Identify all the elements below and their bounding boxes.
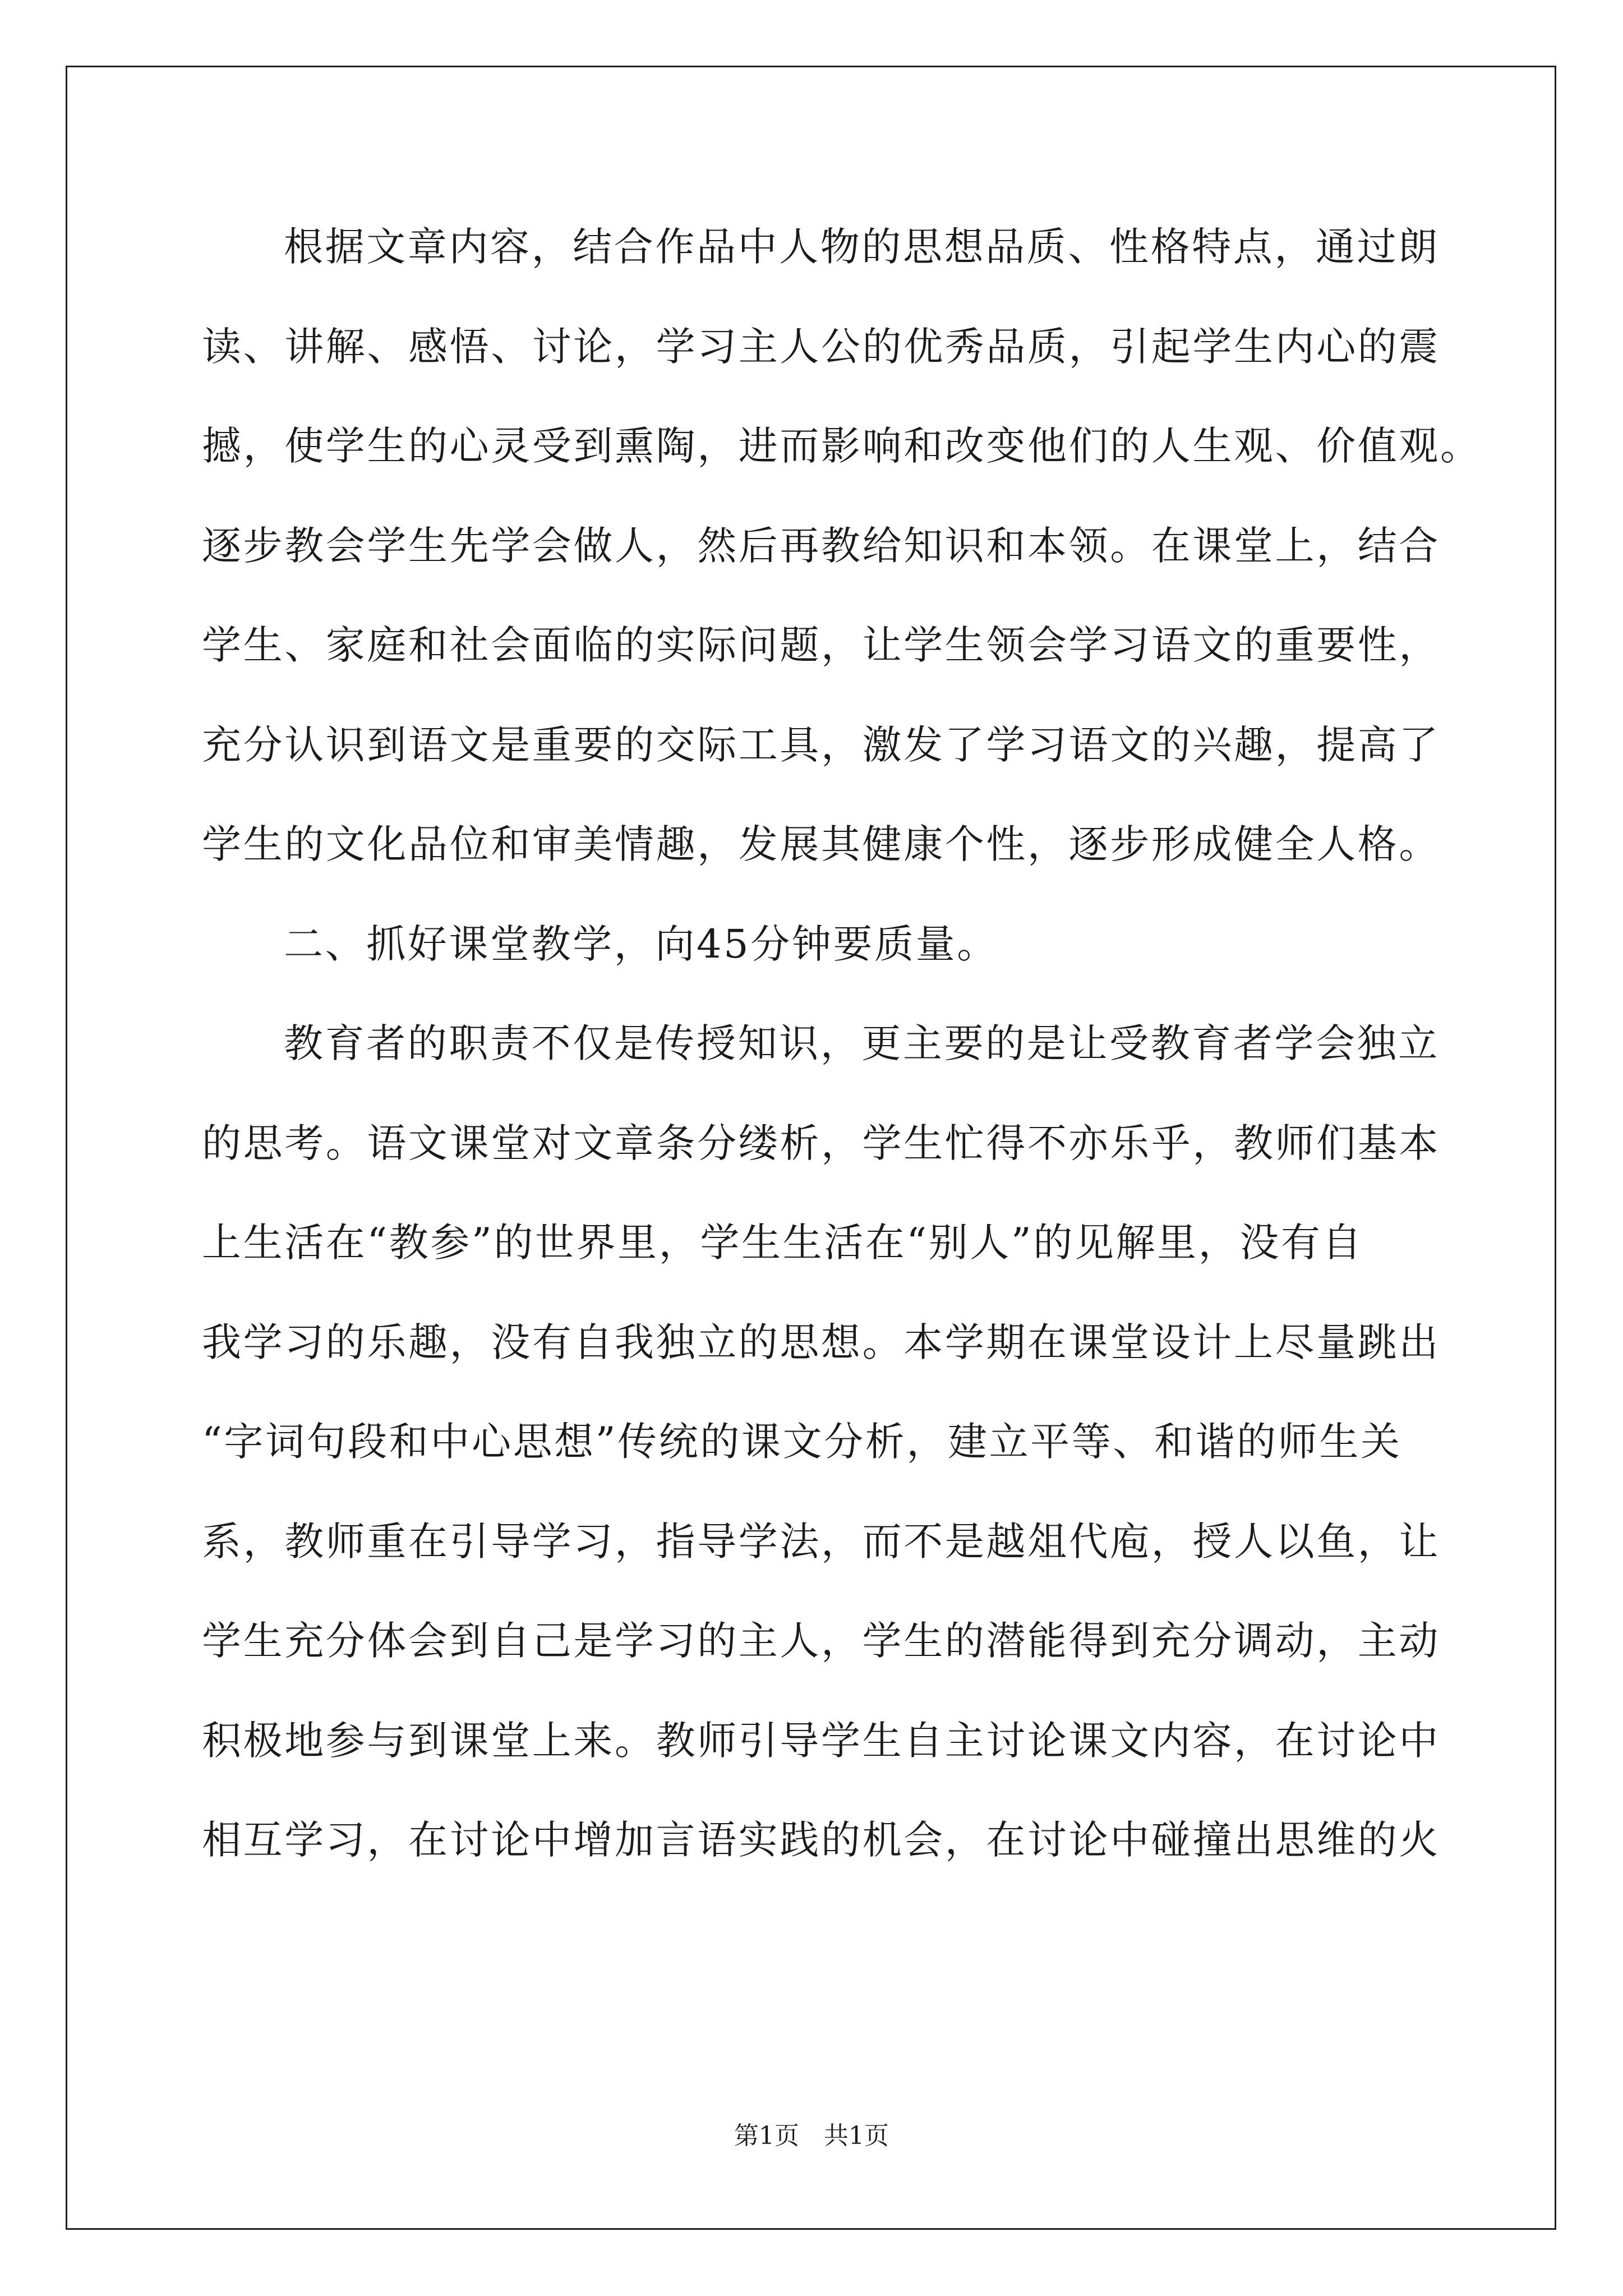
text-line: 逐步教会学生先学会做人，然后再教给知识和本领。在课堂上，结合 — [202, 522, 1440, 569]
text-line: 撼，使学生的心灵受到熏陶，进而影响和改变他们的人生观、价值观。 — [202, 423, 1482, 469]
text-line: 上生活在“教参”的世界里，学生生活在“别人”的见解里，没有自 — [202, 1220, 1364, 1266]
text-line: 学生、家庭和社会面临的实际问题，让学生领会学习语文的重要性， — [202, 622, 1440, 668]
text-line: 的思考。语文课堂对文章条分缕析，学生忙得不亦乐乎，教师们基本 — [202, 1120, 1440, 1166]
text-line: 相互学习，在讨论中增加言语实践的机会，在讨论中碰撞出思维的火 — [202, 1817, 1440, 1863]
total-pages-label: 共1页 — [824, 2122, 889, 2150]
text-line: 系，教师重在引导学习，指导学法，而不是越俎代庖，授人以鱼，让 — [202, 1518, 1440, 1565]
document-body — [202, 219, 1482, 1912]
current-page-label: 第1页 — [734, 2122, 799, 2150]
text-line: 我学习的乐趣，没有自我独立的思想。本学期在课堂设计上尽量跳出 — [202, 1319, 1440, 1365]
text-line: 根据文章内容，结合作品中人物的思想品质、性格特点，通过朗 — [284, 224, 1440, 270]
text-line: 充分认识到语文是重要的交际工具，激发了学习语文的兴趣，提高了 — [202, 721, 1440, 768]
text-line: “字词句段和中心思想”传统的课文分析，建立平等、和谐的师生关 — [202, 1419, 1402, 1465]
page-footer — [0, 2119, 1623, 2153]
text-line: 教育者的职责不仅是传授知识，更主要的是让受教育者学会独立 — [284, 1020, 1440, 1066]
section-heading: 二、抓好课堂教学，向45分钟要质量。 — [284, 921, 998, 967]
text-line: 学生充分体会到自己是学习的主人，学生的潜能得到充分调动，主动 — [202, 1618, 1440, 1664]
text-line: 积极地参与到课堂上来。教师引导学生自主讨论课文内容，在讨论中 — [202, 1717, 1440, 1764]
text-line: 读、讲解、感悟、讨论，学习主人公的优秀品质，引起学生内心的震 — [202, 323, 1440, 370]
text-line: 学生的文化品位和审美情趣，发展其健康个性，逐步形成健全人格。 — [202, 821, 1440, 867]
